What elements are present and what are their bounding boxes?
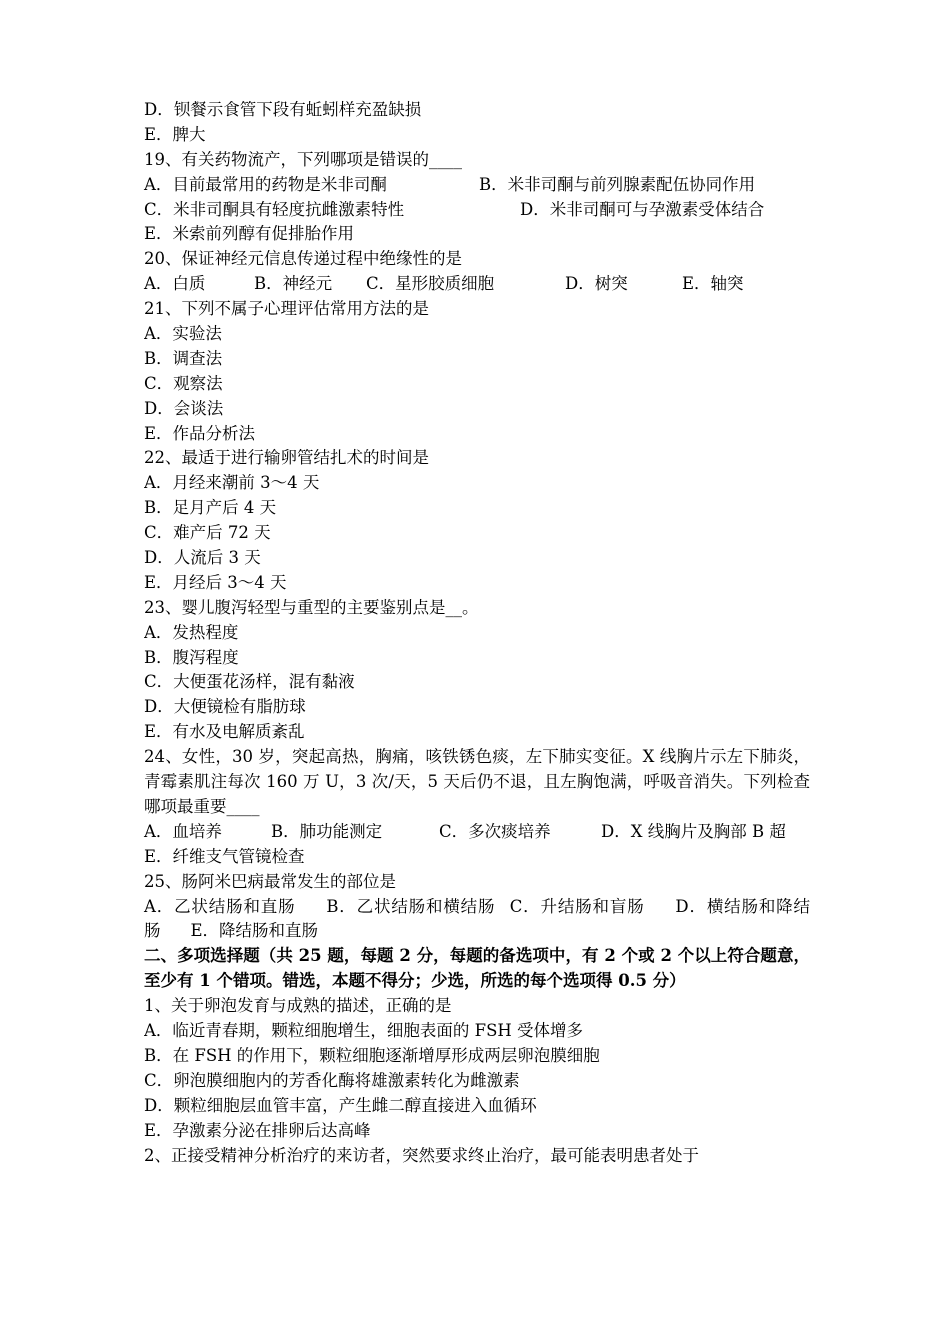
q18-option-e: E．脾大 xyxy=(144,124,206,144)
m1-option-e: E．孕激素分泌在排卵后达高峰 xyxy=(144,1120,371,1140)
q25-option-b: B．乙状结肠和横结肠 xyxy=(326,896,496,916)
q20-option-d: D．树突 xyxy=(565,274,628,294)
q22-stem: 22、最适于进行输卵管结扎术的时间是 xyxy=(144,448,429,468)
q19-option-a: A．目前最常用的药物是米非司酮 xyxy=(144,174,387,194)
q22-option-c: C．难产后 72 天 xyxy=(144,523,271,543)
q20-options xyxy=(144,272,810,297)
q21-stem: 21、下列不属子心理评估常用方法的是 xyxy=(144,299,429,319)
q23-option-c: C．大便蛋花汤样，混有黏液 xyxy=(144,672,355,692)
q23-option-d: D．大便镜检有脂肪球 xyxy=(144,697,306,717)
q19-options-cd xyxy=(144,198,810,223)
q21-option-d: D．会谈法 xyxy=(144,398,224,418)
section2-heading: 二、多项选择题（共 25 题，每题 2 分，每题的备选项中，有 2 个或 2 个以上符合题意，至少有 1 个错项。错选，本题不得分；少选，所选的每个选项得 0.5 分） xyxy=(144,946,810,991)
q19-option-e: E．米索前列醇有促排胎作用 xyxy=(144,224,355,244)
q20-stem: 20、保证神经元信息传递过程中绝缘性的是 xyxy=(144,249,462,269)
q21-option-e: E．作品分析法 xyxy=(144,423,256,443)
q19-options-ab xyxy=(144,173,810,198)
m1-stem: 1、关于卵泡发育与成熟的描述，正确的是 xyxy=(144,996,452,1016)
q22-option-b: B．足月产后 4 天 xyxy=(144,498,277,518)
q24-options xyxy=(144,820,810,845)
q25-options xyxy=(144,895,810,945)
q22-option-d: D．人流后 3 天 xyxy=(144,548,261,568)
m1-option-d: D．颗粒细胞层血管丰富，产生雌二醇直接进入血循环 xyxy=(144,1095,537,1115)
q25-option-c: C．升结肠和盲肠 xyxy=(509,896,645,916)
q24-option-d: D．X 线胸片及胸部 B 超 xyxy=(601,821,786,841)
q21-option-a: A．实验法 xyxy=(144,324,222,344)
q22-option-e: E．月经后 3～4 天 xyxy=(144,572,287,592)
q19-stem: 19、有关药物流产，下列哪项是错误的____ xyxy=(144,149,462,169)
q22-option-a: A．月经来潮前 3～4 天 xyxy=(144,473,320,493)
q23-option-e: E．有水及电解质紊乱 xyxy=(144,722,305,742)
q24-stem: 24、女性，30 岁，突起高热，胸痛，咳铁锈色痰，左下肺实变征。X 线胸片示左下肺炎，青霉素肌注每次 160 万 U，3 次/天，5 天后仍不退，且左胸饱满，呼吸音消失。下列检查哪项最重要____ xyxy=(144,747,810,816)
q20-option-b: B．神经元 xyxy=(254,274,333,294)
q21-option-c: C．观察法 xyxy=(144,373,223,393)
q20-option-e: E．轴突 xyxy=(682,274,744,294)
m1-option-c: C．卵泡膜细胞内的芳香化酶将雄激素转化为雌激素 xyxy=(144,1070,520,1090)
q24-option-a: A．血培养 xyxy=(144,821,222,841)
q23-option-b: B．腹泻程度 xyxy=(144,647,239,667)
q24-option-e: E．纤维支气管镜检查 xyxy=(144,846,305,866)
q19-option-d: D．米非司酮可与孕激素受体结合 xyxy=(520,199,765,219)
q24-option-b: B．肺功能测定 xyxy=(271,821,383,841)
q20-option-a: A．白质 xyxy=(144,274,206,294)
q24-option-c: C．多次痰培养 xyxy=(439,821,551,841)
m1-option-b: B．在 FSH 的作用下，颗粒细胞逐渐增厚形成两层卵泡膜细胞 xyxy=(144,1045,600,1065)
q25-stem: 25、肠阿米巴病最常发生的部位是 xyxy=(144,871,396,891)
q20-option-c: C．星形胶质细胞 xyxy=(366,274,495,294)
m1-option-a: A．临近青春期，颗粒细胞增生，细胞表面的 FSH 受体增多 xyxy=(144,1021,584,1041)
q25-option-e: E．降结肠和直肠 xyxy=(190,921,319,941)
exam-page xyxy=(144,98,810,1168)
q19-option-b: B．米非司酮与前列腺素配伍协同作用 xyxy=(479,174,756,194)
q23-option-a: A．发热程度 xyxy=(144,622,239,642)
q25-option-a: A．乙状结肠和直肠 xyxy=(144,896,296,916)
q18-option-d: D．钡餐示食管下段有蚯蚓样充盈缺损 xyxy=(144,100,422,119)
m2-stem: 2、正接受精神分析治疗的来访者，突然要求终止治疗，最可能表明患者处于 xyxy=(144,1145,699,1165)
q21-option-b: B．调查法 xyxy=(144,348,223,368)
q19-option-c: C．米非司酮具有轻度抗雌激素特性 xyxy=(144,199,405,219)
q23-stem: 23、婴儿腹泻轻型与重型的主要鉴别点是__。 xyxy=(144,597,479,617)
q25-option-d: D．横结肠和降结肠 xyxy=(144,896,811,941)
